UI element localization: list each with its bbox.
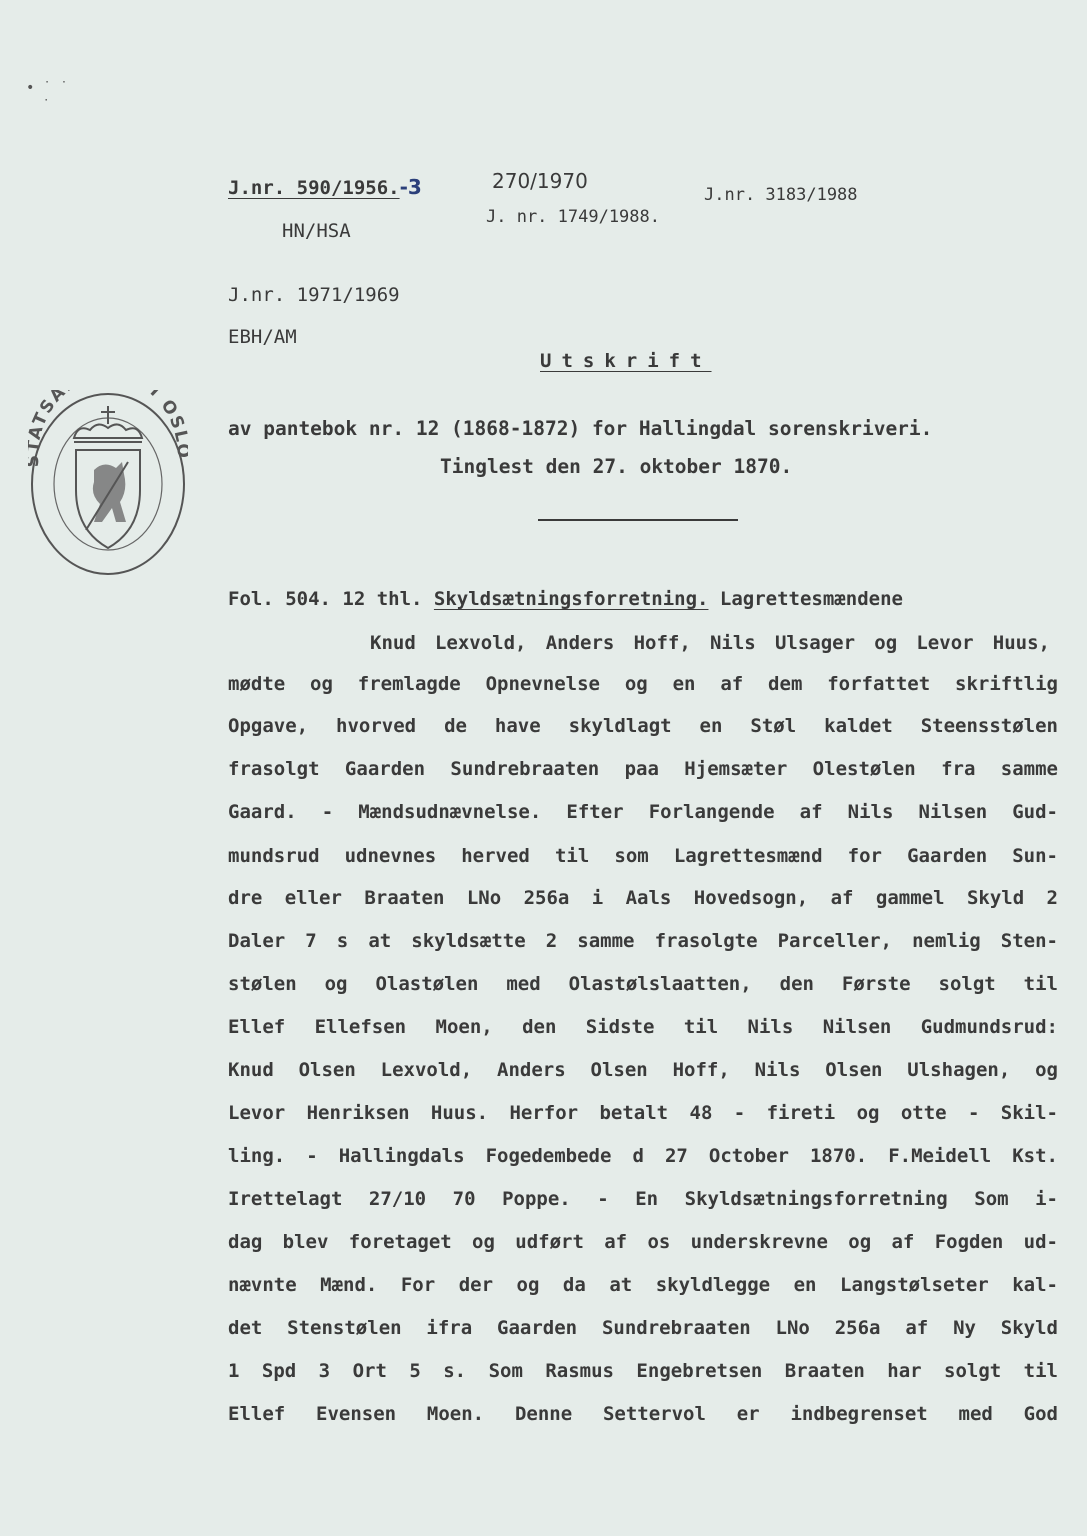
body-line: Gaard. - Mændsudnævnelse. Efter Forlangende af Nils Nilsen Gud-	[228, 801, 1058, 823]
body-line: nævnte Mænd. For der og da at skyldlegge en Langstølseter kal-	[228, 1274, 1058, 1296]
body-line: det Stenstølen ifra Gaarden Sundrebraaten LNo 256a af Ny Skyld	[228, 1317, 1058, 1339]
journal-number-second: J.nr. 1971/1969	[228, 284, 400, 306]
body-line: Knud Lexvold, Anders Hoff, Nils Ulsager og Levor Huus,	[370, 632, 1050, 654]
body-line: Levor Henriksen Huus. Herfor betalt 48 - fireti og otte - Skil-	[228, 1102, 1058, 1124]
section-divider	[538, 519, 738, 521]
body-line: Ellef Ellefsen Moen, den Sidste til Nils Nilsen Gudmundsrud:	[228, 1016, 1058, 1038]
body-line: Ellef Evensen Moen. Denne Settervol er indbegrenset med God	[228, 1403, 1058, 1425]
document-title-text: Utskrift	[540, 350, 712, 372]
subtitle-line-2: Tinglest den 27. oktober 1870.	[440, 455, 793, 478]
journal-number-left-suffix: -3	[399, 175, 422, 199]
body-line: frasolgt Gaarden Sundrebraaten paa Hjemsæter Olestølen fra samme	[228, 758, 1058, 780]
journal-number-center-top: 270/1970	[492, 169, 588, 193]
body-line: mødte og fremlagde Opnevnelse og en af dem forfattet skriftlig	[228, 673, 1058, 695]
journal-number-center-bottom: J. nr. 1749/1988.	[486, 207, 660, 227]
body-line: dag blev foretaget og udført af os underskrevne og af Fogden ud-	[228, 1231, 1058, 1253]
folio-reference: Fol. 504. 12 thl.	[228, 588, 423, 610]
seal-icon	[28, 390, 188, 578]
body-line: ling. - Hallingdals Fogedembede d 27 October 1870. F.Meidell Kst.	[228, 1145, 1058, 1167]
subtitle-line-1: av pantebok nr. 12 (1868-1872) for Hallingdal sorenskriveri.	[228, 417, 933, 440]
body-line: Opgave, hvorved de have skyldlagt en Støl kaldet Steensstølen	[228, 715, 1058, 737]
document-title	[540, 350, 712, 372]
archive-seal	[28, 390, 188, 578]
heading-skyldsaetning: Skyldsætningsforretning.	[433, 588, 709, 610]
body-line: 1 Spd 3 Ort 5 s. Som Rasmus Engebretsen Braaten har solgt til	[228, 1360, 1058, 1382]
seal-text: TSA I OS	[29, 390, 188, 434]
body-line: Daler 7 s at skyldsætte 2 samme frasolgte Parceller, nemlig Sten-	[228, 930, 1058, 952]
journal-number-right: J.nr. 3183/1988	[704, 185, 858, 205]
body-line: dre eller Braaten LNo 256a i Aals Hovedsogn, af gammel Skyld 2	[228, 887, 1058, 909]
initials-left: HN/HSA	[282, 220, 351, 242]
body-first-line	[228, 588, 903, 610]
body-line: stølen og Olastølen med Olastølslaatten, den Første solgt til	[228, 973, 1058, 995]
journal-number-left	[228, 176, 422, 199]
first-line-end: Lagrettesmændene	[719, 588, 903, 610]
journal-number-left-text: J.nr. 590/1956.	[228, 177, 400, 199]
margin-specks-2: ˙	[42, 98, 51, 114]
body-line: Irettelagt 27/10 70 Poppe. - En Skyldsætningsforretning Som i-	[228, 1188, 1058, 1210]
margin-specks: • ˙ ˙	[26, 80, 69, 96]
body-line: Knud Olsen Lexvold, Anders Olsen Hoff, Nils Olsen Ulshagen, og	[228, 1059, 1058, 1081]
initials-second: EBH/AM	[228, 326, 297, 348]
body-line: mundsrud udnevnes herved til som Lagrettesmænd for Gaarden Sun-	[228, 845, 1058, 867]
